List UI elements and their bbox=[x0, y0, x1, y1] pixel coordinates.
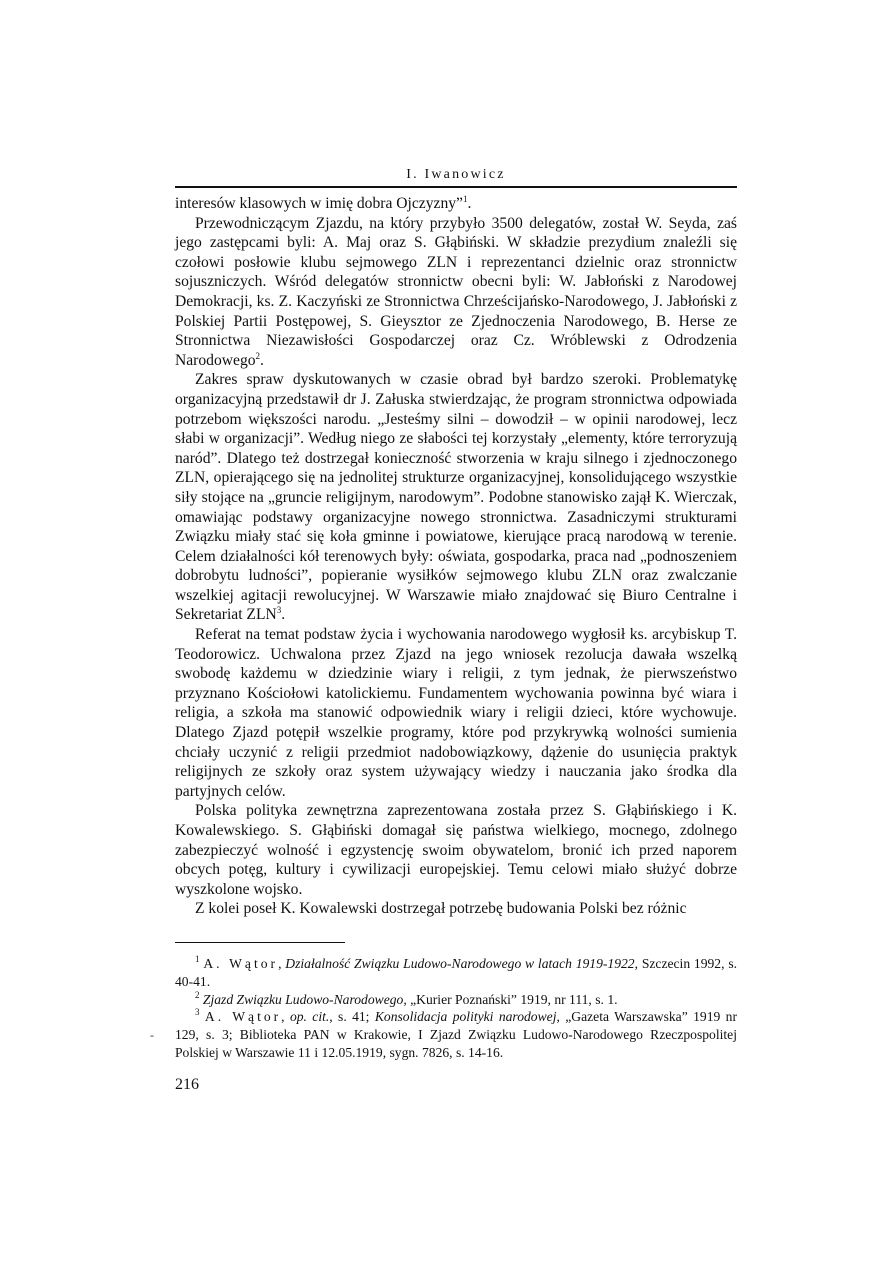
footnote-rest: , Szczecin 1992, s. 40-41. bbox=[175, 956, 738, 989]
margin-mark: - bbox=[150, 1028, 154, 1042]
footnote-title: Zjazd Związku Ludowo-Narodowego bbox=[202, 991, 404, 1007]
paragraph-text: Referat na temat podstaw życia i wychowania narodowego wygłosił ks. arcybiskup T. Teodorowicz. Uchwalona przez Zjazd na jego wniosek rezolucja dawała wszelką swobodę każdemu w dziedzinie wiary i religii, z tym jednak, że pierwszeństwo przyznano Kościołowi katolickiemu. Fundamentem wychowania powinna być wiara i religia, a szkoła ma stanowić odpowiednik wiary i religii dzieci, które wychowuje. Dlatego Zjazd potępił wszelkie programy, które pod przykrywką wolności sumienia chciały uczynić z religii przedmiot nadobowiązkowy, dążenie do usunięcia praktyk religijnych ze szkoły oraz system używający wiedzy i nauczania jako środka dla partyjnych celów. bbox=[175, 626, 737, 800]
paragraph-end: . bbox=[281, 606, 286, 624]
separator: , bbox=[278, 956, 286, 971]
paragraph bbox=[175, 899, 737, 919]
footnote-number: 3 bbox=[195, 1007, 200, 1018]
footnotes bbox=[175, 955, 737, 1062]
footnote-author: A. Wątor bbox=[204, 1009, 282, 1025]
footnote-number: 1 bbox=[195, 954, 200, 964]
running-head: I. Iwanowicz bbox=[406, 167, 506, 182]
paragraph-text: Przewodniczącym Zjazdu, na który przybyło 3500 delegatów, został W. Seyda, zaś jego zastępcami byli: A. Maj oraz S. Głąbiński. W składzie prezydium znaleźli się czołowi posłowie klubu sejmowego ZLN i reprezentanci dzielnic oraz stronnictw sojuszniczych. Wśród delegatów stronnictw obecni byli: W. Jabłoński z Narodowej Demokracji, ks. Z. Kaczyński ze Stronnictwa Chrześcijańsko-Narodowego, J. Jabłoński z Polskiej Partii Postępowej, S. Gieysztor ze Zjednoczenia Narodowego, B. Herse ze Stronnictwa Niezawisłości Gospodarczej oraz Cz. Wróblewski z Odrodzenia Narodowego bbox=[175, 214, 737, 369]
body-text bbox=[175, 194, 737, 919]
paragraph bbox=[175, 625, 737, 801]
footnote bbox=[175, 955, 737, 991]
footnote bbox=[175, 991, 737, 1009]
paragraph bbox=[175, 370, 737, 625]
footnote-number: 2 bbox=[195, 989, 200, 1000]
paragraph-text: Z kolei poseł K. Kowalewski dostrzegał potrzebę budowania Polski bez różnic bbox=[195, 900, 687, 918]
paragraph-end: . bbox=[260, 351, 264, 369]
header-rule bbox=[175, 186, 737, 188]
footnote-title: Konsolidacja polityki narodowej bbox=[374, 1009, 557, 1025]
footnote-title: Działalność Związku Ludowo-Narodowego w latach 1919-1922 bbox=[285, 956, 635, 971]
footnote-title: op. cit. bbox=[289, 1009, 330, 1025]
footnote-rest: , „Gazeta Warszawska” 1919 nr 129, s. 3; Biblioteka PAN w Krakowie, I Zjazd Związku Ludowo-Narodowego Rzeczpospolitej Polskiej w Warszawie 11 i 12.05.1919, sygn. 7826, s. 14-16. bbox=[175, 1009, 737, 1060]
footnote bbox=[175, 1008, 737, 1061]
footnote-ref[interactable]: 1 bbox=[462, 194, 468, 204]
footnote-rule bbox=[175, 942, 345, 943]
footnote-ref[interactable]: 3 bbox=[276, 605, 282, 616]
paragraph-end: . bbox=[467, 195, 472, 212]
paragraph bbox=[175, 214, 737, 371]
footnote-author: A. Wątor bbox=[203, 956, 279, 971]
paragraph bbox=[175, 194, 737, 214]
paragraph bbox=[175, 801, 737, 899]
footnote-mid: , s. 41; bbox=[329, 1009, 375, 1025]
paragraph-text: Polska polityka zewnętrzna zaprezentowana została przez S. Głąbińskiego i K. Kowalewskiego. S. Głąbiński domagał się państwa wielkiego, mocnego, zdolnego zabezpieczyć wolność i egzystencję swoim obywatelom, bronić ich przed naporem obcych potęg, kultury i cywilizacji europejskiej. Temu celowi miało służyć dobrze wyszkolone wojsko. bbox=[175, 802, 737, 898]
paragraph-text: interesów klasowych w imię dobra Ojczyzny” bbox=[175, 195, 463, 212]
page-number: 216 bbox=[175, 1076, 199, 1093]
footnote-ref[interactable]: 2 bbox=[255, 350, 261, 361]
paragraph-text: Zakres spraw dyskutowanych w czasie obrad był bardzo szeroki. Problematykę organizacyjną przedstawił dr J. Załuska stwierdzając, że program stronnictwa odpowiada potrzebom większości narodu. „Jesteśmy silni – dowodził – w opinii narodowej, lecz słabi w organizacji”. Według niego ze słabości tej korzystały „elementy, które terroryzują naród”. Dlatego też dostrzegał konieczność stworzenia w kraju silnego i zjednoczonego ZLN, opierającego się na jednolitej strukturze organizacyjnej, konsolidującego wszystkie siły stojące na „gruncie religijnym, narodowym”. Podobne stanowisko zajął K. Wierczak, omawiając podstawy organizacyjne nowego stronnictwa. Zasadniczymi strukturami Związku miały stać się koła gminne i powiatowe, kierujące pracą narodową w terenie. Celem działalności kół terenowych były: oświata, gospodarka, praca nad „podnoszeniem dobrobytu ludności”, popieranie wysiłków sejmowego klubu ZLN oraz zwalczanie wszelkiej agitacji rewolucyjnej. W Warszawie miało znajdować się Biuro Centralne i Sekretariat ZLN bbox=[175, 371, 737, 624]
separator: , bbox=[281, 1009, 290, 1025]
page bbox=[175, 165, 737, 919]
footnote-rest: , „Kurier Poznański” 1919, nr 111, s. 1. bbox=[403, 991, 618, 1007]
